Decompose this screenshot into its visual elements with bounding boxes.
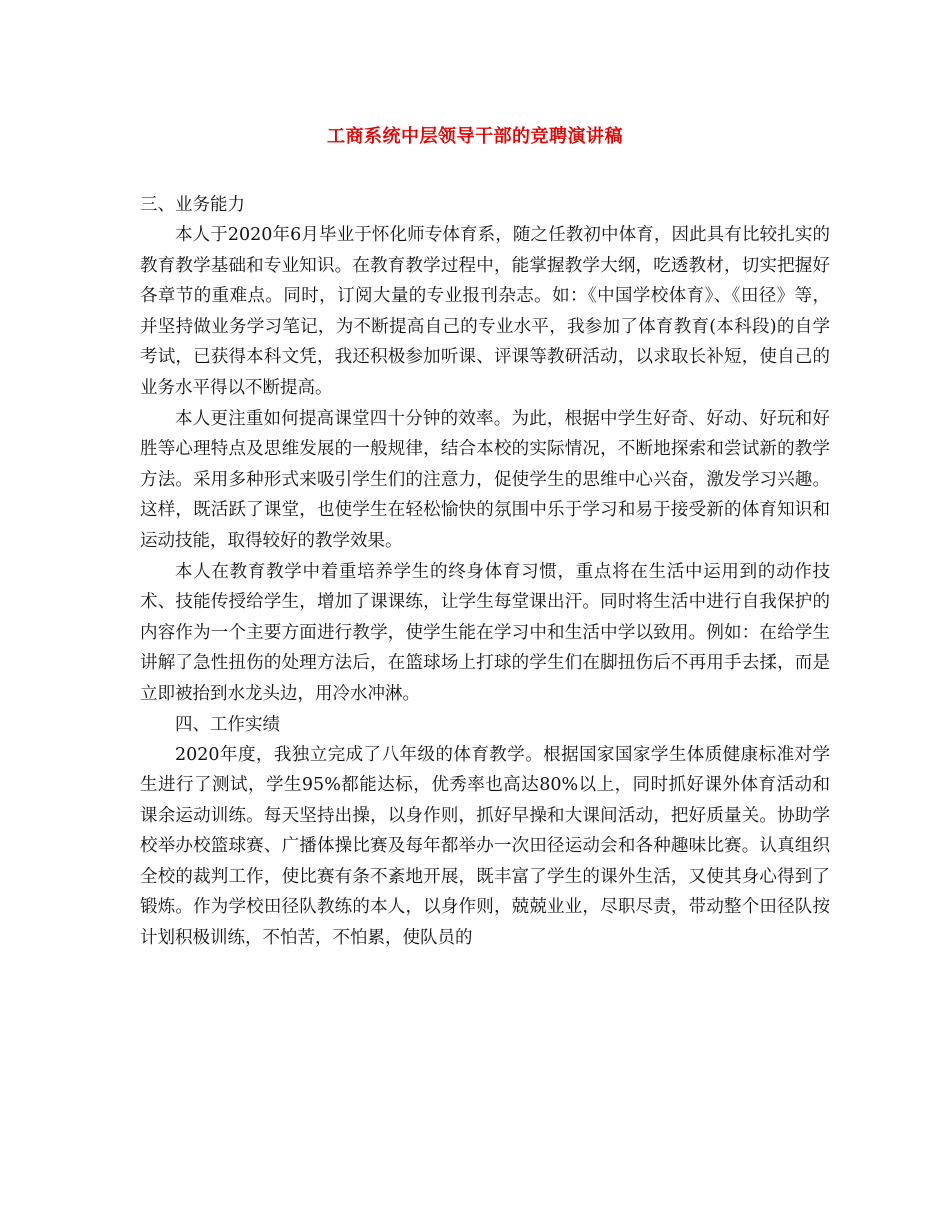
section-heading-work-achievements: 四、工作实绩	[175, 714, 280, 735]
document-body	[140, 190, 830, 954]
section-heading-business-ability: 三、业务能力	[140, 195, 245, 215]
paragraph: 2020年度，我独立完成了八年级的体育教学。根据国家国家学生体质健康标准对学生进行了测试，学生95%都能达标，优秀率也高达80%以上，同时抓好课外体育活动和课余运动训练。每天坚持出操，以身作则，抓好早操和大课间活动，把好质量关。协助学校举办校篮球赛、广播体操比赛及每年都举办一次田径运动会和各种趣味比赛。认真组织全校的裁判工作，使比赛有条不紊地开展，既丰富了学生的课外生活，又使其身心得到了锻炼。作为学校田径队教练的本人，以身作则，兢兢业业，尽职尽责，带动整个田径队按计划积极训练，不怕苦，不怕累，使队员的	[140, 744, 830, 949]
paragraph: 本人于2020年6月毕业于怀化师专体育系，随之任教初中体育，因此具有比较扎实的教育教学基础和专业知识。在教育教学过程中，能掌握教学大纲，吃透教材，切实把握好各章节的重难点。同时，订阅大量的专业报刊杂志。如：《中国学校体育》、《田径》等，并坚持做业务学习笔记，为不断提高自己的专业水平，我参加了体育教育(本科段)的自学考试，已获得本科文凭，我还积极参加听课、评课等教研活动，以求取长补短，使自己的业务水平得以不断提高。	[140, 225, 830, 398]
document-title: 工商系统中层领导干部的竞聘演讲稿	[327, 126, 623, 147]
paragraph: 本人更注重如何提高课堂四十分钟的效率。为此，根据中学生好奇、好动、好玩和好胜等心理特点及思维发展的一般规律，结合本校的实际情况，不断地探索和尝试新的教学方法。采用多种形式来吸引学生们的注意力，促使学生的思维中心兴奋，激发学习兴趣。这样，既活跃了课堂，也使学生在轻松愉快的氛围中乐于学习和易于接受新的体育知识和运动技能，取得较好的教学效果。	[140, 408, 830, 551]
paragraph: 本人在教育教学中着重培养学生的终身体育习惯，重点将在生活中运用到的动作技术、技能传授给学生，增加了课课练，让学生每堂课出汗。同时将生活中进行自我保护的内容作为一个主要方面进行教学，使学生能在学习中和生活中学以致用。例如：在给学生讲解了急性扭伤的处理方法后，在篮球场上打球的学生们在脚扭伤后不再用手去揉，而是立即被抬到水龙头边，用冷水冲淋。	[140, 561, 830, 704]
